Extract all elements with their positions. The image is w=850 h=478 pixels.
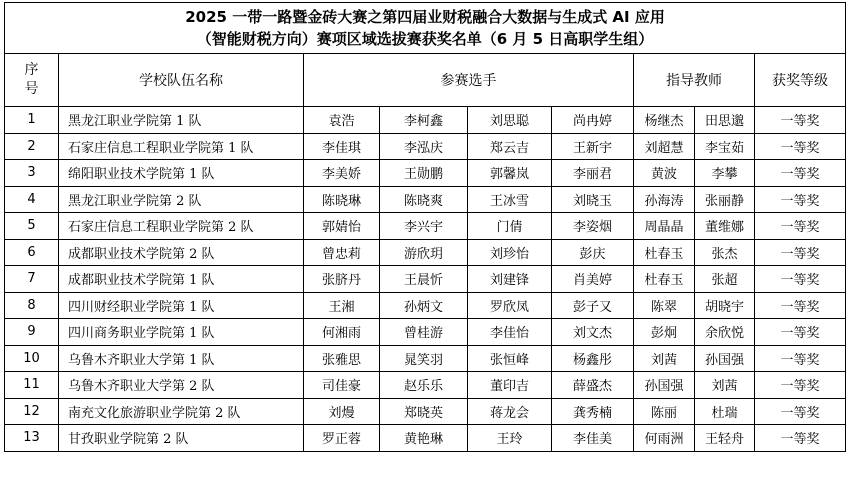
row-number: 6 [5, 239, 59, 266]
team-name: 成都职业技术学院第 1 队 [59, 266, 304, 293]
teacher-name: 刘茜 [634, 345, 695, 372]
player-name: 袁浩 [304, 107, 380, 134]
row-number: 1 [5, 107, 59, 134]
table-row [5, 186, 846, 213]
teacher-name: 董维娜 [695, 213, 755, 240]
team-name: 四川商务职业学院第 1 队 [59, 319, 304, 346]
player-name: 陈晓爽 [380, 186, 468, 213]
table-row [5, 345, 846, 372]
team-name: 乌鲁木齐职业大学第 1 队 [59, 345, 304, 372]
player-name: 门倩 [468, 213, 552, 240]
team-name: 绵阳职业技术学院第 1 队 [59, 160, 304, 187]
teacher-name: 黄波 [634, 160, 695, 187]
award-level: 一等奖 [755, 266, 846, 293]
award-level: 一等奖 [755, 345, 846, 372]
header-award: 获奖等级 [755, 54, 846, 107]
award-level: 一等奖 [755, 213, 846, 240]
player-name: 王湘 [304, 292, 380, 319]
teacher-name: 杨继杰 [634, 107, 695, 134]
title-line-1: 2025 一带一路暨金砖大赛之第四届业财税融合大数据与生成式 AI 应用 [185, 8, 665, 26]
row-number: 9 [5, 319, 59, 346]
player-name: 曾桂游 [380, 319, 468, 346]
player-name: 赵乐乐 [380, 372, 468, 399]
award-level: 一等奖 [755, 398, 846, 425]
award-level: 一等奖 [755, 239, 846, 266]
teacher-name: 周晶晶 [634, 213, 695, 240]
player-name: 刘文杰 [552, 319, 634, 346]
team-name: 成都职业技术学院第 2 队 [59, 239, 304, 266]
title-row [5, 3, 846, 54]
teacher-name: 陈翠 [634, 292, 695, 319]
player-name: 刘建锋 [468, 266, 552, 293]
player-name: 王新宇 [552, 133, 634, 160]
teacher-name: 杜春玉 [634, 239, 695, 266]
teacher-name: 孙国强 [634, 372, 695, 399]
player-name: 罗正蓉 [304, 425, 380, 452]
player-name: 龚秀楠 [552, 398, 634, 425]
award-list-sheet [4, 2, 845, 476]
table-row [5, 107, 846, 134]
row-number: 12 [5, 398, 59, 425]
player-name: 黄艳琳 [380, 425, 468, 452]
header-number-line-1: 序 [24, 62, 39, 78]
award-level: 一等奖 [755, 319, 846, 346]
player-name: 司佳豪 [304, 372, 380, 399]
table-row [5, 239, 846, 266]
table-row [5, 425, 846, 452]
player-name: 张恒峰 [468, 345, 552, 372]
header-row [5, 54, 846, 107]
header-team: 学校队伍名称 [59, 54, 304, 107]
player-name: 陈晓琳 [304, 186, 380, 213]
team-name: 石家庄信息工程职业学院第 2 队 [59, 213, 304, 240]
player-name: 王勋鹏 [380, 160, 468, 187]
teacher-name: 张超 [695, 266, 755, 293]
teacher-name: 杜春玉 [634, 266, 695, 293]
player-name: 郭婧怡 [304, 213, 380, 240]
player-name: 王晨忻 [380, 266, 468, 293]
team-name: 乌鲁木齐职业大学第 2 队 [59, 372, 304, 399]
row-number: 8 [5, 292, 59, 319]
teacher-name: 李宝茹 [695, 133, 755, 160]
award-table [4, 2, 846, 452]
player-name: 张雅思 [304, 345, 380, 372]
teacher-name: 张杰 [695, 239, 755, 266]
team-name: 南充文化旅游职业学院第 2 队 [59, 398, 304, 425]
table-row [5, 133, 846, 160]
player-name: 李兴宇 [380, 213, 468, 240]
player-name: 董印吉 [468, 372, 552, 399]
player-name: 王冰雪 [468, 186, 552, 213]
player-name: 郑云吉 [468, 133, 552, 160]
player-name: 肖美婷 [552, 266, 634, 293]
award-level: 一等奖 [755, 372, 846, 399]
player-name: 李佳美 [552, 425, 634, 452]
teacher-name: 王轻舟 [695, 425, 755, 452]
table-row [5, 319, 846, 346]
award-level: 一等奖 [755, 107, 846, 134]
row-number: 7 [5, 266, 59, 293]
table-row [5, 160, 846, 187]
teacher-name: 彭炯 [634, 319, 695, 346]
player-name: 王玲 [468, 425, 552, 452]
player-name: 晁笑羽 [380, 345, 468, 372]
player-name: 郑晓英 [380, 398, 468, 425]
player-name: 蒋龙会 [468, 398, 552, 425]
teacher-name: 孙国强 [695, 345, 755, 372]
player-name: 彭庆 [552, 239, 634, 266]
team-name: 四川财经职业学院第 1 队 [59, 292, 304, 319]
player-name: 李泓庆 [380, 133, 468, 160]
header-number [5, 54, 59, 107]
teacher-name: 李攀 [695, 160, 755, 187]
player-name: 李丽君 [552, 160, 634, 187]
row-number: 3 [5, 160, 59, 187]
player-name: 李柯鑫 [380, 107, 468, 134]
teacher-name: 刘超慧 [634, 133, 695, 160]
player-name: 杨鑫彤 [552, 345, 634, 372]
row-number: 4 [5, 186, 59, 213]
player-name: 刘珍怡 [468, 239, 552, 266]
header-players: 参赛选手 [304, 54, 634, 107]
row-number: 11 [5, 372, 59, 399]
header-number-line-2: 号 [24, 81, 39, 97]
award-level: 一等奖 [755, 133, 846, 160]
player-name: 曾忠莉 [304, 239, 380, 266]
row-number: 2 [5, 133, 59, 160]
table-row [5, 372, 846, 399]
award-table-body [5, 3, 846, 452]
player-name: 刘思聪 [468, 107, 552, 134]
player-name: 薛盛杰 [552, 372, 634, 399]
award-level: 一等奖 [755, 186, 846, 213]
team-name: 甘孜职业学院第 2 队 [59, 425, 304, 452]
award-level: 一等奖 [755, 425, 846, 452]
teacher-name: 孙海涛 [634, 186, 695, 213]
row-number: 10 [5, 345, 59, 372]
header-teachers: 指导教师 [634, 54, 755, 107]
player-name: 彭子又 [552, 292, 634, 319]
player-name: 郭馨岚 [468, 160, 552, 187]
title-line-2: （智能财税方向）赛项区域选拔赛获奖名单（6 月 5 日高职学生组） [196, 30, 654, 48]
player-name: 何湘雨 [304, 319, 380, 346]
player-name: 罗欣凤 [468, 292, 552, 319]
award-level: 一等奖 [755, 292, 846, 319]
player-name: 孙炳文 [380, 292, 468, 319]
player-name: 李佳怡 [468, 319, 552, 346]
player-name: 尚冉婷 [552, 107, 634, 134]
player-name: 刘熳 [304, 398, 380, 425]
award-level: 一等奖 [755, 160, 846, 187]
row-number: 5 [5, 213, 59, 240]
player-name: 李美娇 [304, 160, 380, 187]
document-title [5, 3, 846, 54]
team-name: 黑龙江职业学院第 1 队 [59, 107, 304, 134]
teacher-name: 田思邈 [695, 107, 755, 134]
table-row [5, 266, 846, 293]
teacher-name: 陈丽 [634, 398, 695, 425]
player-name: 游欣玥 [380, 239, 468, 266]
teacher-name: 杜瑞 [695, 398, 755, 425]
teacher-name: 刘茜 [695, 372, 755, 399]
table-row [5, 213, 846, 240]
teacher-name: 胡晓宇 [695, 292, 755, 319]
player-name: 刘晓玉 [552, 186, 634, 213]
team-name: 黑龙江职业学院第 2 队 [59, 186, 304, 213]
table-row [5, 292, 846, 319]
player-name: 李佳琪 [304, 133, 380, 160]
table-row [5, 398, 846, 425]
teacher-name: 余欣悦 [695, 319, 755, 346]
team-name: 石家庄信息工程职业学院第 1 队 [59, 133, 304, 160]
teacher-name: 张丽静 [695, 186, 755, 213]
player-name: 李姿烟 [552, 213, 634, 240]
player-name: 张脐丹 [304, 266, 380, 293]
row-number: 13 [5, 425, 59, 452]
teacher-name: 何雨洲 [634, 425, 695, 452]
